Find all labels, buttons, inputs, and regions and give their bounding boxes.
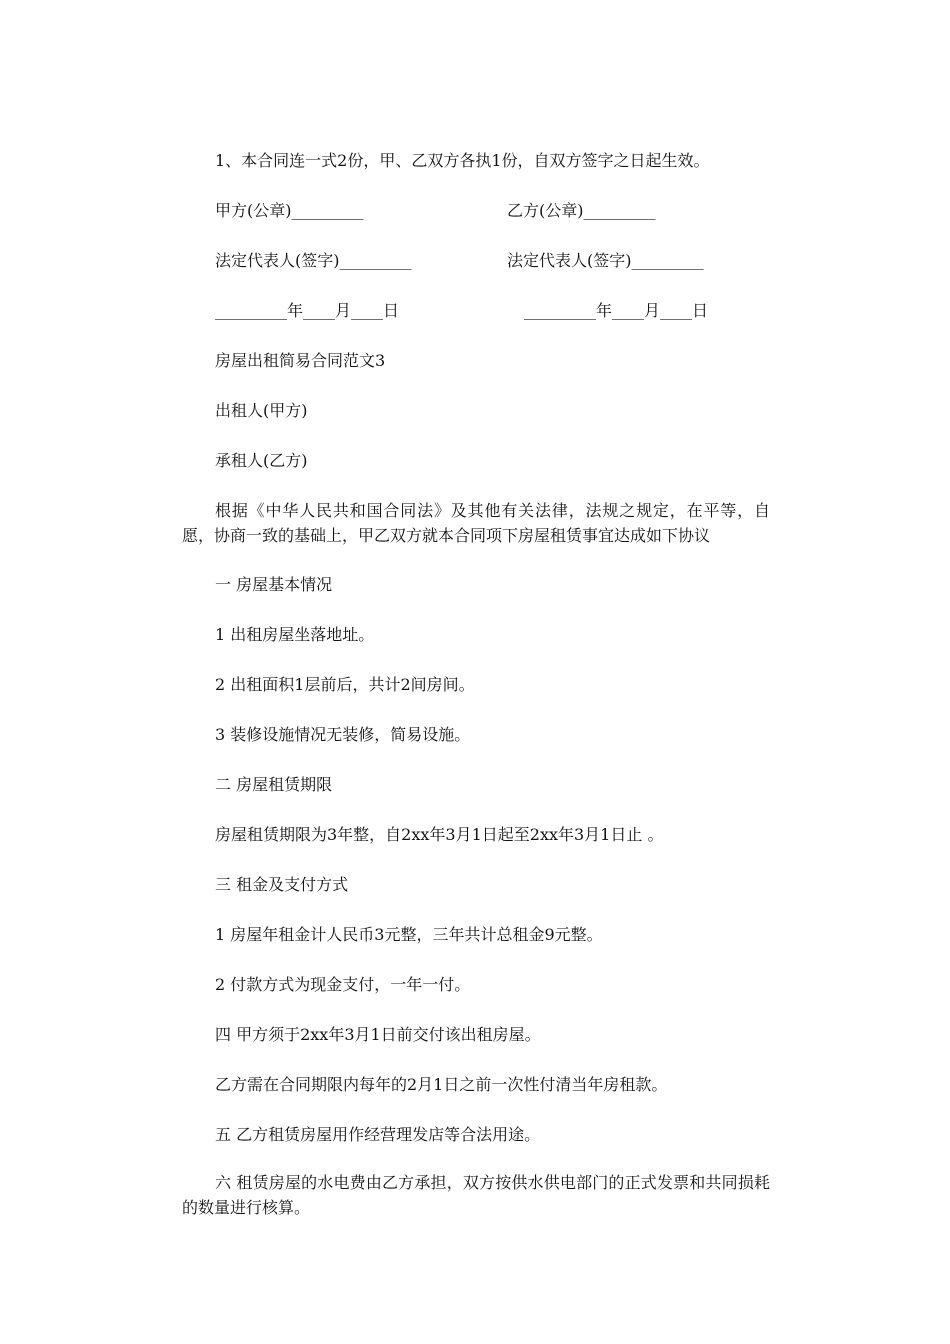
intro-paragraph: 根据《中华人民共和国合同法》及其他有关法律，法规之规定，在平等，自愿，协商一致的基础上，甲乙双方就本合同项下房屋租赁事宜达成如下协议 — [182, 501, 770, 545]
clause-1: 1、本合同连一式2份，甲、乙双方各执1份，自双方签字之日起生效。 — [215, 151, 710, 170]
lessor-label: 出租人(甲方) — [215, 401, 308, 420]
section-item: 房屋租赁期限为3年整，自2xx年3月1日起至2xx年3月1日止 。 — [215, 825, 664, 844]
section-heading: 五 乙方租赁房屋用作经营理发店等合法用途。 — [215, 1125, 541, 1144]
section-heading: 一 房屋基本情况 — [215, 575, 333, 594]
section-heading: 三 租金及支付方式 — [215, 875, 349, 894]
section-item: 2 付款方式为现金支付，一年一付。 — [215, 975, 471, 994]
section-heading: 四 甲方须于2xx年3月1日前交付该出租房屋。 — [215, 1025, 541, 1044]
section-item: 3 装修设施情况无装修，简易设施。 — [215, 725, 471, 744]
clause-6-paragraph: 六 租赁房屋的水电费由乙方承担，双方按供水供电部门的正式发票和共同损耗的数量进行核算。 — [182, 1173, 770, 1217]
section-heading: 二 房屋租赁期限 — [215, 775, 333, 794]
section-item: 1 出租房屋坐落地址。 — [215, 625, 375, 644]
party-b-seal: 乙方(公章)_________ — [507, 201, 656, 220]
section-item: 乙方需在合同期限内每年的2月1日之前一次性付清当年房租款。 — [215, 1075, 668, 1094]
section-item: 2 出租面积1层前后，共计2间房间。 — [215, 675, 475, 694]
party-a-representative: 法定代表人(签字)_________ — [215, 251, 412, 270]
party-b-date: _________年____月____日 — [524, 301, 709, 320]
lessee-label: 承租人(乙方) — [215, 451, 308, 470]
party-b-representative: 法定代表人(签字)_________ — [507, 251, 704, 270]
section-item: 1 房屋年租金计人民币3元整，三年共计总租金9元整。 — [215, 925, 603, 944]
contract-title: 房屋出租简易合同范文3 — [215, 351, 386, 370]
party-a-date: _________年____月____日 — [215, 301, 400, 320]
party-a-seal: 甲方(公章)_________ — [215, 201, 364, 220]
